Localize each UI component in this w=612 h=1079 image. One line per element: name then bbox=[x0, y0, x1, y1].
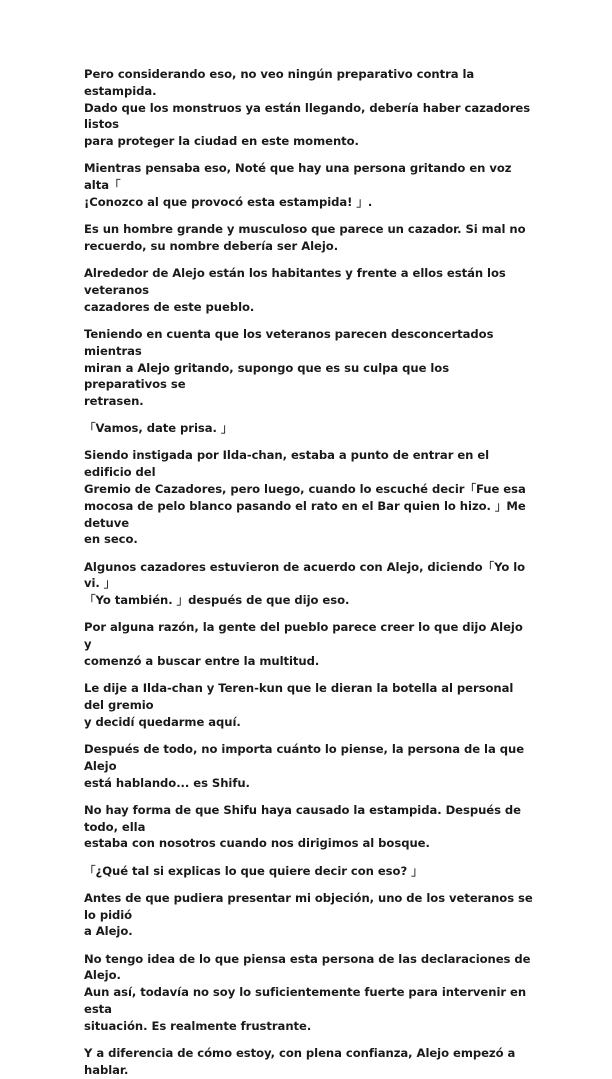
paragraph: Le dije a Ilda-chan y Teren-kun que le dieran la botella al personal del gremio y decidí quedarme aquí. bbox=[84, 681, 514, 729]
paragraph: Mientras pensaba eso, Noté que hay una persona gritando en voz alta「 ¡Conozco al que provocó esta estampida! 」. bbox=[84, 161, 512, 209]
paragraph: Alrededor de Alejo están los habitantes y frente a ellos están los veteranos cazadores de este pueblo. bbox=[84, 266, 506, 314]
paragraph: Después de todo, no importa cuánto lo piense, la persona de la que Alejo está hablando... es Shifu. bbox=[84, 742, 525, 790]
paragraph: Teniendo en cuenta que los veteranos parecen desconcertados mientras miran a Alejo gritando, supongo que es su culpa que los preparativos se retrasen. bbox=[84, 326, 494, 409]
dialogue-line: 「¿Qué tal si explicas lo que quiere decir con eso? 」 bbox=[84, 863, 423, 878]
paragraph: Algunos cazadores estuvieron de acuerdo con Alejo, diciendo「Yo lo vi. 」 「Yo también. 」después de que dijo eso. bbox=[84, 559, 526, 608]
dialogue-line: 「Vamos, date prisa. 」 bbox=[84, 421, 233, 436]
paragraph: Y a diferencia de cómo estoy, con plena confianza, Alejo empezó a hablar. bbox=[84, 1045, 516, 1077]
paragraph: Pero considerando eso, no veo ningún preparativo contra la estampida. Dado que los monstruos ya están llegando, debería haber cazadores listos para proteger la ciudad en este momento. bbox=[84, 67, 531, 149]
paragraph: No tengo idea de lo que piensa esta persona de las declaraciones de Alejo. Aun así, todavía no soy lo suficientemente fuerte para intervenir en esta situación. Es realmente frustrante. bbox=[84, 951, 531, 1033]
paragraph: Siendo instigada por Ilda-chan, estaba a punto de entrar en el edificio del Gremio de Cazadores, pero luego, cuando lo escuché decir「Fue esa mocosa de pelo blanco pasando el rato en el Bar quien lo hizo. 」Me detuve en seco. bbox=[84, 448, 526, 547]
document-body bbox=[84, 66, 534, 1079]
paragraph: Es un hombre grande y musculoso que parece un cazador. Si mal no recuerdo, su nombre debería ser Alejo. bbox=[84, 222, 526, 253]
paragraph: Antes de que pudiera presentar mi objeción, uno de los veteranos se lo pidió a Alejo. bbox=[84, 890, 533, 939]
paragraph: Por alguna razón, la gente del pueblo parece creer lo que dijo Alejo y comenzó a buscar entre la multitud. bbox=[84, 620, 523, 669]
paragraph: No hay forma de que Shifu haya causado la estampida. Después de todo, ella estaba con nosotros cuando nos dirigimos al bosque. bbox=[84, 802, 521, 851]
